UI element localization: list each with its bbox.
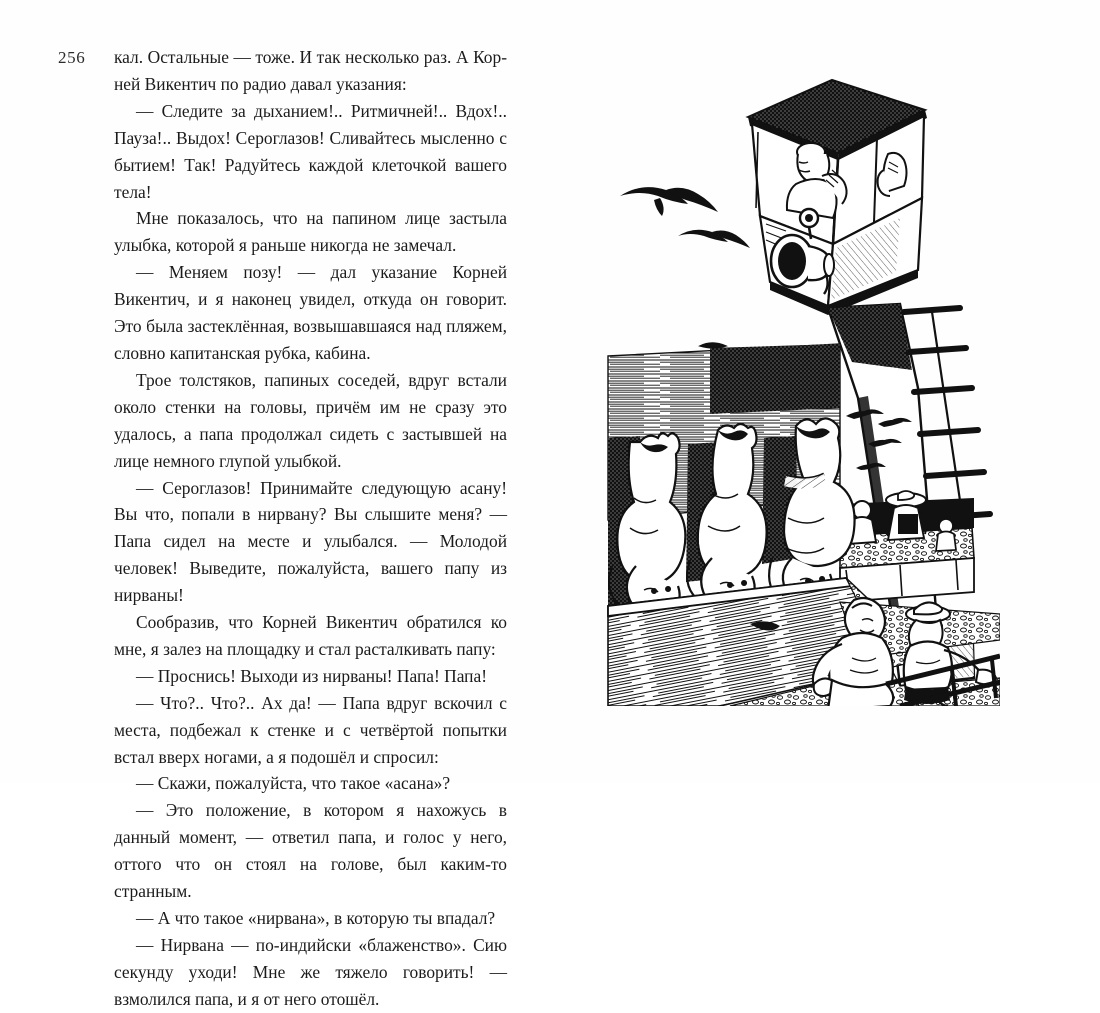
illustration-artwork: [600, 58, 1000, 706]
horn-back: [824, 254, 834, 276]
paragraph: — А что такое «нирвана», в которую ты впадал?: [136, 908, 496, 928]
paragraph: Мне показалось, что на папином лице застыла улыбка, которой я раньше никогда не замечал.: [114, 208, 507, 256]
paragraph: — Следите за дыханием!.. Ритмичней!.. Вдох!.. Пауза!.. Выдох! Сероглазов! Сливайтесь мысленно с бытием! Так! Радуйтесь каждой клеточкой вашего тела!: [114, 100, 507, 202]
page-number: 256: [58, 48, 86, 67]
vendor-with-hat: [886, 491, 926, 540]
vendor-hat-crown: [898, 491, 914, 500]
paragraph: — Что?.. Что?.. Ах да! — Папа вдруг вскочил с места, подбежал к стенке и с четвёртой попытки встал вверх ногами, а я подошёл и спросил:: [114, 692, 507, 767]
paragraph: — Это положение, в котором я нахожусь в данный момент, — ответил папа, и голос у него, оттого что он стоял на голове, был каким-то странным.: [114, 800, 507, 902]
wall-dark-panel: [710, 344, 840, 414]
paragraph: — Скажи, пожалуйста, что такое «асана»?: [136, 773, 451, 794]
text-column: [114, 44, 507, 1013]
paragraph: — Сероглазов! Принимайте следующую асану! Вы что, попали в нирвану? Вы слышите меня? — Папа сидел на месте и улыбался. — Молодой человек! Выведите, пожалуйста, вашего папу из нирваны!: [114, 477, 507, 606]
vendor-stall: [840, 491, 974, 602]
seated-bather: [936, 519, 956, 551]
vendor-apron: [898, 514, 918, 534]
paragraph: — Меняем позу! — дал указание Корней Викентич, и я наконец увидел, откуда он говорит. Это была застеклённая, возвышавшаяся над пляжем, словно капитанская рубка, кабина.: [114, 262, 507, 363]
illustration: [600, 58, 1000, 706]
seagull: [678, 230, 750, 248]
bather-body: [936, 532, 956, 552]
horn-inner: [778, 242, 806, 280]
paragraph: кал. Остальные — тоже. И так несколько раз. А Корней Викентич по радио давал указания:: [114, 47, 507, 94]
seagulls-upper: [620, 187, 750, 248]
paragraph: — Проснись! Выходи из нирваны! Папа! Папа!: [136, 665, 487, 686]
wall-top-fitting: [700, 343, 726, 348]
seagull: [620, 187, 718, 216]
paragraph: — Нирвана — по-индийски «блаженство». Сию секунду уходи! Мне же тяжело говорить! — взмолился папа, и я от него отошёл.: [114, 934, 507, 1009]
lifeguard-cabin: [748, 80, 927, 315]
paragraph: Трое толстяков, папиных соседей, вдруг встали около стенки на головы, причём им не сразу это удалось, а папа продолжал сидеть с застывшей на лице немного глупой улыбкой.: [114, 369, 507, 471]
paragraph: Сообразив, что Корней Викентич обратился ко мне, я залез на площадку и стал расталкивать папу:: [114, 612, 507, 659]
microphone-head: [805, 214, 813, 222]
boy2-torso: [904, 641, 952, 690]
